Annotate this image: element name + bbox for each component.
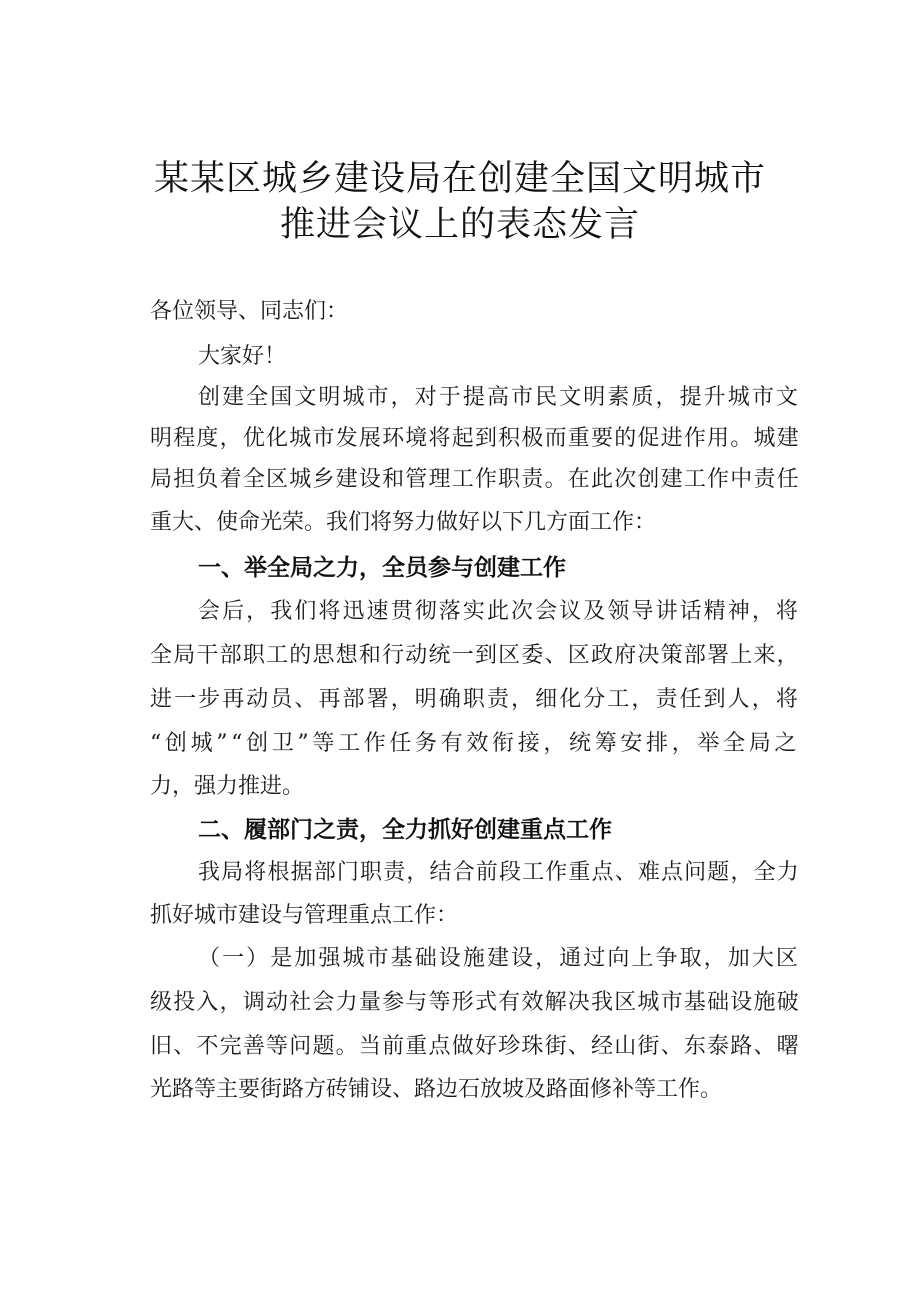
intro-line: 局担负着全区城乡建设和管理工作职责。在此次创建工作中责任: [150, 467, 800, 492]
section-2-item-1-line: （一）是加强城市基础设施建设，通过向上争取，加大区: [198, 946, 801, 971]
section-2-line: 抓好城市建设与管理重点工作：: [150, 903, 459, 928]
intro-line: 创建全国文明城市，对于提高市民文明素质，提升城市文: [198, 385, 801, 410]
section-2-item-1-line: 旧、不完善等问题。当前重点做好珍珠街、经山街、东泰路、曙: [150, 1034, 800, 1059]
section-1-heading: 一、举全局之力，全员参与创建工作: [198, 555, 566, 581]
document-title-line-2: 推进会议上的表态发言: [279, 205, 640, 245]
intro-line: 重大、使命光荣。我们将努力做好以下几方面工作：: [150, 510, 657, 535]
section-2-heading: 二、履部门之责，全力抓好创建重点工作: [198, 817, 612, 843]
section-1-line: 全局干部职工的思想和行动统一到区委、区政府决策部署上来，: [150, 643, 800, 668]
section-1-line: 力，强力推进。: [150, 774, 305, 799]
greeting: 大家好！: [198, 344, 287, 369]
section-1-line: 进一步再动员、再部署，明确职责，细化分工，责任到人，将: [150, 687, 800, 712]
section-2-item-1-line: 级投入，调动社会力量参与等形式有效解决我区城市基础设施破: [150, 990, 800, 1015]
section-1-line: 会后，我们将迅速贯彻落实此次会议及领导讲话精神，将: [198, 599, 801, 624]
document-title-line-1: 某某区城乡建设局在创建全国文明城市: [153, 159, 766, 199]
salutation: 各位领导、同志们：: [150, 299, 349, 324]
section-1-line: “创城”“创卫”等工作任务有效衔接，统筹安排，举全局之: [150, 731, 801, 756]
section-2-line: 我局将根据部门职责，结合前段工作重点、难点问题，全力: [198, 860, 800, 885]
intro-line: 明程度，优化城市发展环境将起到积极而重要的促进作用。城建: [150, 426, 800, 451]
section-2-item-1-line: 光路等主要街路方砖铺设、路边石放坡及路面修补等工作。: [150, 1077, 723, 1102]
